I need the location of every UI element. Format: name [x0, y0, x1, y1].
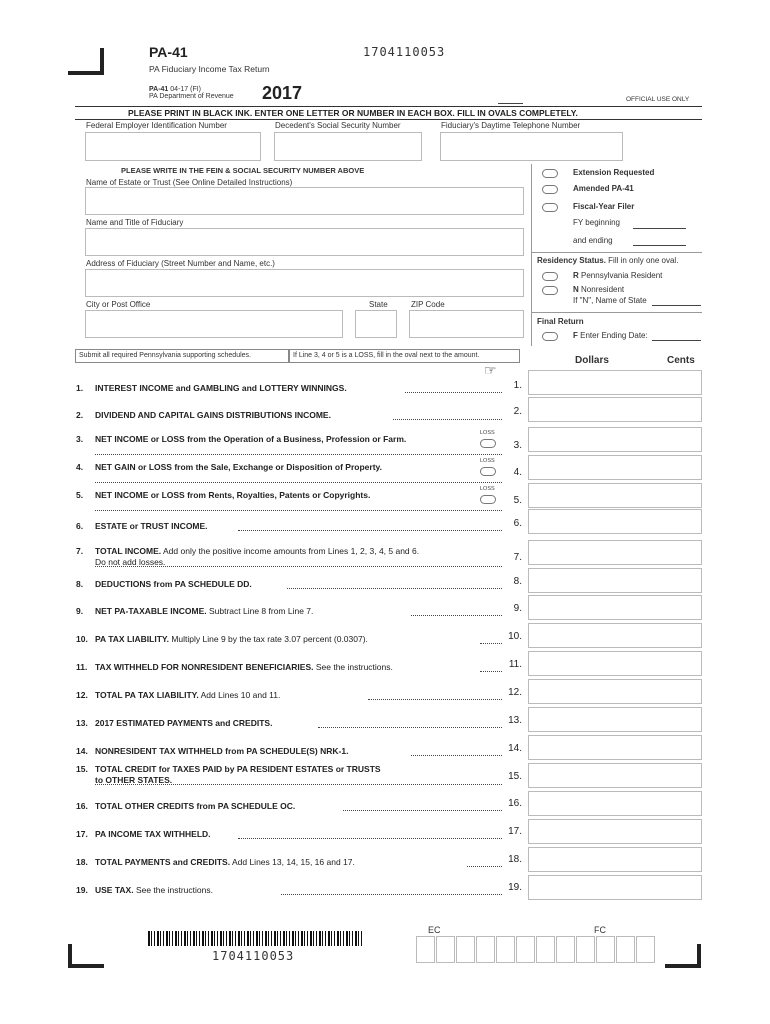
ssn-field[interactable] — [274, 132, 422, 161]
loss-note: If Line 3, 4 or 5 is a LOSS, fill in the oval next to the amount. — [293, 352, 480, 359]
line-number: 4. — [76, 462, 84, 472]
line-end-number: 16. — [508, 798, 522, 809]
ec-fc-box — [476, 936, 495, 963]
amount-field[interactable] — [528, 707, 702, 732]
pointer-icon: ☞ — [484, 362, 497, 378]
resident-oval[interactable] — [542, 272, 558, 281]
barcode-number-top: 1704110053 — [363, 45, 446, 59]
city-label: City or Post Office — [86, 300, 151, 309]
line-end-number: 1. — [513, 380, 522, 391]
nonresident-state-line[interactable] — [652, 305, 701, 306]
amount-field[interactable] — [528, 397, 702, 422]
line-description-cont: Do not add losses. — [95, 557, 166, 567]
ec-label: EC — [428, 925, 441, 935]
line-number: 10. — [76, 634, 88, 644]
amount-field[interactable] — [528, 875, 702, 900]
dot-leader — [411, 755, 502, 756]
dot-leader — [411, 615, 502, 616]
line-instruction: Multiply Line 9 by the tax rate 3.07 percent (0.0307). — [168, 634, 368, 644]
line-end-number: 3. — [513, 440, 522, 451]
dot-leader — [318, 727, 502, 728]
amount-field[interactable] — [528, 735, 702, 760]
ec-fc-box — [496, 936, 515, 963]
line-number: 15. — [76, 764, 88, 774]
line-title: PA TAX LIABILITY. — [95, 634, 169, 644]
amount-field[interactable] — [528, 679, 702, 704]
line-number: 11. — [76, 662, 88, 672]
line-end-number: 12. — [508, 687, 522, 698]
amount-field[interactable] — [528, 623, 702, 648]
amount-field[interactable] — [528, 819, 702, 844]
line-description — [95, 546, 419, 556]
line-number: 17. — [76, 829, 88, 839]
line-title: TOTAL PAYMENTS and CREDITS. — [95, 857, 231, 867]
line-title: TOTAL OTHER CREDITS from PA SCHEDULE OC. — [95, 801, 296, 811]
amount-field[interactable] — [528, 847, 702, 872]
dot-leader — [368, 699, 502, 700]
nonresident-state-label: If "N", Name of State — [573, 296, 647, 305]
phone-field[interactable] — [440, 132, 623, 161]
line-title: TAX WITHHELD FOR NONRESIDENT BENEFICIARIES. — [95, 662, 314, 672]
nonresident-oval[interactable] — [542, 286, 558, 295]
line-end-number: 9. — [513, 603, 522, 614]
line-end-number: 10. — [508, 631, 522, 642]
line-title: NET INCOME or LOSS from the Operation of a Business, Profession or Farm. — [95, 434, 407, 444]
line-instruction: See the instructions. — [313, 662, 393, 672]
ec-fc-box — [616, 936, 635, 963]
line-title: USE TAX. — [95, 885, 134, 895]
residency-title: Residency Status. Fill in only one oval. — [537, 256, 679, 265]
line-title: ESTATE or TRUST INCOME. — [95, 521, 208, 531]
line-end-number: 15. — [508, 771, 522, 782]
zip-label: ZIP Code — [411, 300, 445, 309]
ec-fc-box — [576, 936, 595, 963]
final-return-title: Final Return — [537, 317, 584, 326]
line-end-number: 4. — [513, 467, 522, 478]
line-description — [95, 885, 213, 895]
line-number: 19. — [76, 885, 88, 895]
dot-leader — [95, 510, 502, 511]
line-number: 13. — [76, 718, 88, 728]
extension-oval[interactable] — [542, 169, 558, 178]
header-rule — [75, 106, 702, 107]
amount-field[interactable] — [528, 483, 702, 508]
line-description — [95, 383, 347, 393]
line-end-number: 2. — [513, 406, 522, 417]
line-end-number: 7. — [513, 552, 522, 563]
official-use-label: OFFICIAL USE ONLY — [626, 96, 690, 103]
corner-mark-top-h — [68, 71, 104, 75]
cents-header: Cents — [667, 355, 695, 366]
line-description — [95, 579, 252, 589]
form-title: PA Fiduciary Income Tax Return — [149, 64, 270, 74]
amount-field[interactable] — [528, 791, 702, 816]
line-description — [95, 410, 331, 420]
line-description — [95, 764, 381, 774]
fiscal-year-oval[interactable] — [542, 203, 558, 212]
line-end-number: 8. — [513, 576, 522, 587]
line-title: INTEREST INCOME and GAMBLING and LOTTERY WINNINGS. — [95, 383, 347, 393]
final-return-label: F Enter Ending Date: — [573, 331, 648, 340]
amount-field[interactable] — [528, 509, 702, 534]
ec-fc-box — [456, 936, 475, 963]
line-number: 9. — [76, 606, 84, 616]
fiduciary-name-field[interactable] — [85, 228, 524, 256]
line-title: NET INCOME or LOSS from Rents, Royalties, Patents or Copyrights. — [95, 490, 371, 500]
line-end-number: 5. — [513, 495, 522, 506]
dot-leader — [95, 784, 502, 785]
extension-label: Extension Requested — [573, 168, 655, 177]
zip-field[interactable] — [409, 310, 524, 338]
line-instruction: See the instructions. — [133, 885, 213, 895]
address-label: Address of Fiduciary (Street Number and Name, etc.) — [86, 259, 275, 268]
dot-leader — [343, 810, 502, 811]
line-description — [95, 490, 370, 500]
line-end-number: 6. — [513, 518, 522, 529]
line-description — [95, 829, 211, 839]
ec-fc-box — [416, 936, 435, 963]
official-use-line — [498, 103, 523, 104]
address-field[interactable] — [85, 269, 524, 297]
dot-leader — [281, 894, 502, 895]
line-description — [95, 857, 355, 867]
line-number: 7. — [76, 546, 84, 556]
ec-fc-box — [536, 936, 555, 963]
line-title: DEDUCTIONS from PA SCHEDULE DD. — [95, 579, 252, 589]
line-title: NET GAIN or LOSS from the Sale, Exchange or Disposition of Property. — [95, 462, 382, 472]
bottom-barcode — [148, 931, 364, 946]
line-end-number: 17. — [508, 826, 522, 837]
dot-leader — [238, 838, 502, 839]
line-title: DIVIDEND AND CAPITAL GAINS DISTRIBUTIONS INCOME. — [95, 410, 331, 420]
amount-field[interactable] — [528, 568, 702, 593]
amount-field[interactable] — [528, 763, 702, 788]
line-instruction: Add Lines 10 and 11. — [198, 690, 281, 700]
line-description — [95, 462, 382, 472]
ssn-label: Decedent's Social Security Number — [275, 121, 401, 130]
line-description — [95, 634, 368, 644]
fy-beginning-label: FY beginning — [573, 218, 620, 227]
line-description — [95, 746, 348, 756]
dot-leader — [95, 454, 502, 455]
line-end-number: 19. — [508, 882, 522, 893]
state-field[interactable] — [355, 310, 397, 338]
banner-rule — [75, 119, 702, 120]
ec-fc-box — [596, 936, 615, 963]
dot-leader — [405, 392, 502, 393]
instruction-banner: PLEASE PRINT IN BLACK INK. ENTER ONE LETTER OR NUMBER IN EACH BOX. FILL IN OVALS COMPLETELY. — [128, 108, 578, 118]
loss-oval[interactable] — [480, 439, 496, 448]
line-title: NONRESIDENT TAX WITHHELD from PA SCHEDULE(S) NRK-1. — [95, 746, 349, 756]
line-description — [95, 801, 295, 811]
loss-label: LOSS — [480, 458, 495, 464]
line-description — [95, 434, 406, 444]
line-number: 16. — [76, 801, 88, 811]
amount-field[interactable] — [528, 427, 702, 452]
amount-field[interactable] — [528, 651, 702, 676]
line-end-number: 13. — [508, 715, 522, 726]
line-description — [95, 662, 393, 672]
line-description-cont: to OTHER STATES. — [95, 775, 173, 785]
fy-beginning-line[interactable] — [633, 228, 686, 229]
line-number: 1. — [76, 383, 84, 393]
line-number: 12. — [76, 690, 88, 700]
line-title: TOTAL PA TAX LIABILITY. — [95, 690, 199, 700]
city-field[interactable] — [85, 310, 343, 338]
line-end-number: 11. — [508, 659, 522, 670]
dot-leader — [480, 643, 502, 644]
line-title: TOTAL INCOME. — [95, 546, 162, 556]
line-title: NET PA-TAXABLE INCOME. — [95, 606, 207, 616]
fiduciary-name-label: Name and Title of Fiduciary — [86, 218, 184, 227]
line-end-number: 18. — [508, 854, 522, 865]
final-return-rule — [531, 312, 702, 313]
line-description — [95, 606, 313, 616]
fein-label: Federal Employer Identification Number — [86, 121, 227, 130]
dot-leader — [238, 530, 502, 531]
amount-field[interactable] — [528, 595, 702, 620]
line-number: 2. — [76, 410, 84, 420]
amended-label: Amended PA-41 — [573, 184, 634, 193]
line-number: 3. — [76, 434, 84, 444]
amount-field[interactable] — [528, 540, 702, 565]
line-number: 14. — [76, 746, 88, 756]
line-number: 18. — [76, 857, 88, 867]
line-description — [95, 690, 280, 700]
dot-leader — [287, 588, 502, 589]
corner-mark-bl-h — [68, 964, 104, 968]
amount-field[interactable] — [528, 455, 702, 480]
and-ending-label: and ending — [573, 236, 613, 245]
ec-fc-box — [516, 936, 535, 963]
and-ending-line[interactable] — [633, 245, 686, 246]
line-end-number: 14. — [508, 743, 522, 754]
form-code: PA-41 04-17 (FI) — [149, 86, 202, 93]
loss-label: LOSS — [480, 430, 495, 436]
dollars-header: Dollars — [575, 355, 609, 366]
dot-leader — [480, 671, 502, 672]
line-instruction: Add only the positive income amounts from Lines 1, 2, 3, 4, 5 and 6. — [161, 546, 420, 556]
department: PA Department of Revenue — [149, 93, 234, 100]
estate-name-label: Name of Estate or Trust (See Online Detailed Instructions) — [86, 178, 293, 187]
ec-fc-box — [556, 936, 575, 963]
line-title: 2017 ESTIMATED PAYMENTS and CREDITS. — [95, 718, 273, 728]
residency-rule — [531, 252, 702, 253]
form-id: PA-41 — [149, 44, 188, 60]
loss-oval[interactable] — [480, 467, 496, 476]
barcode-number-bottom: 1704110053 — [212, 949, 295, 963]
final-ending-line[interactable] — [652, 340, 701, 341]
loss-oval[interactable] — [480, 495, 496, 504]
corner-mark-br-h — [665, 964, 701, 968]
line-number: 8. — [76, 579, 84, 589]
phone-label: Fiduciary's Daytime Telephone Number — [441, 121, 581, 130]
write-above-note: PLEASE WRITE IN THE FEIN & SOCIAL SECURITY NUMBER ABOVE — [121, 166, 365, 175]
schedule-note: Submit all required Pennsylvania supporting schedules. — [79, 352, 251, 359]
resident-label: R Pennsylvania Resident — [573, 271, 663, 280]
dot-leader — [467, 866, 502, 867]
ec-fc-box — [636, 936, 655, 963]
tax-year: 2017 — [262, 83, 303, 103]
fein-field[interactable] — [85, 132, 261, 161]
final-return-oval[interactable] — [542, 332, 558, 341]
line-title: TOTAL CREDIT for TAXES PAID by PA RESIDENT ESTATES or TRUSTS — [95, 764, 381, 774]
dot-leader — [393, 419, 502, 420]
amended-oval[interactable] — [542, 185, 558, 194]
line-number: 6. — [76, 521, 84, 531]
dot-leader — [95, 566, 502, 567]
dot-leader — [95, 482, 502, 483]
line-description — [95, 521, 208, 531]
line-instruction: Subtract Line 8 from Line 7. — [206, 606, 314, 616]
amount-field[interactable] — [528, 370, 702, 395]
line-instruction: Add Lines 13, 14, 15, 16 and 17. — [230, 857, 355, 867]
fiscal-year-label: Fiscal-Year Filer — [573, 202, 635, 211]
line-title: PA INCOME TAX WITHHELD. — [95, 829, 211, 839]
line-number: 5. — [76, 490, 84, 500]
ec-fc-box — [436, 936, 455, 963]
estate-name-field[interactable] — [85, 187, 524, 215]
fc-label: FC — [594, 925, 606, 935]
state-label: State — [369, 300, 388, 309]
nonresident-label: N Nonresident — [573, 285, 625, 294]
loss-label: LOSS — [480, 486, 495, 492]
line-description — [95, 718, 272, 728]
